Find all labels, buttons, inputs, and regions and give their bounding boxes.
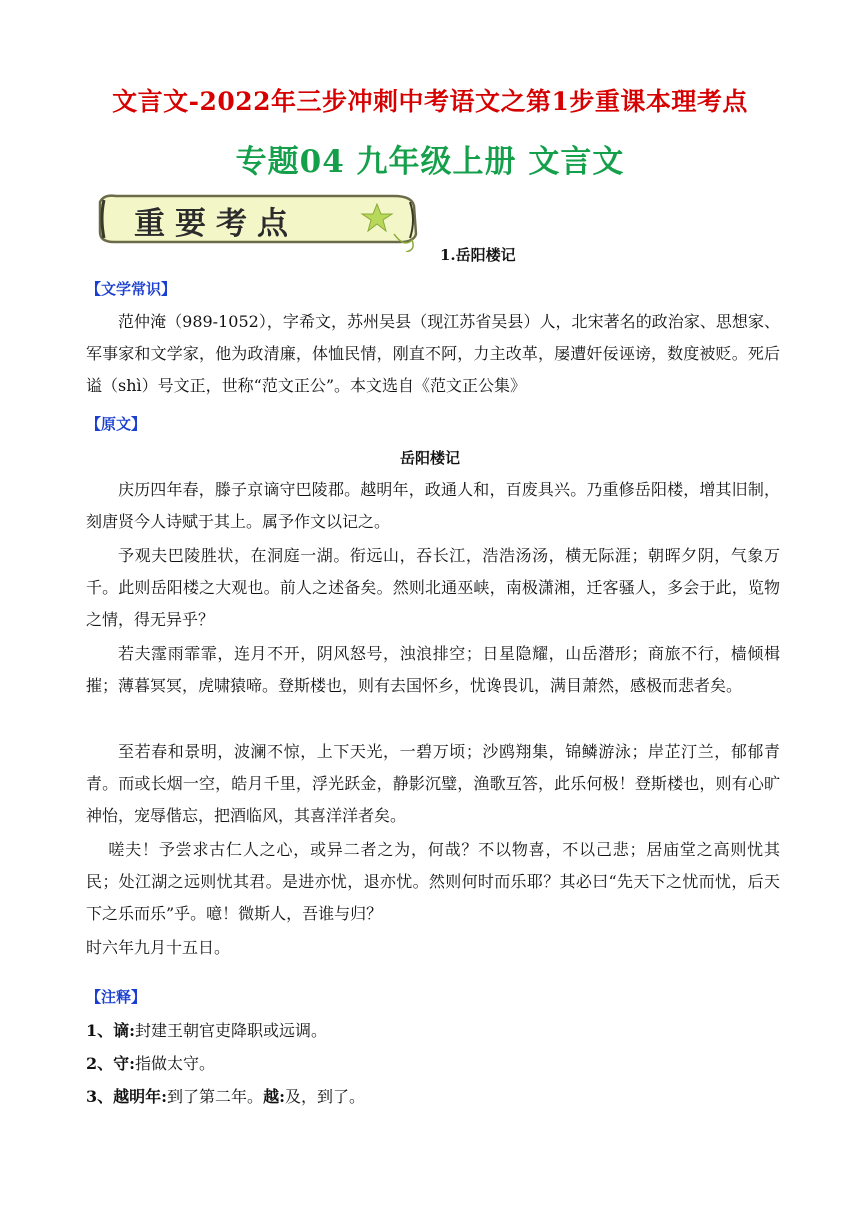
note-item [86,1051,215,1074]
key-points-banner [94,190,424,252]
topic-title: 专题04 九年级上册 文言文 [235,144,625,180]
paragraph-2: 予观夫巴陵胜状，在洞庭一湖。衔远山，吞长江，浩浩汤汤，横无际涯；朝晖夕阴，气象万千。此则岳阳楼之大观也。前人之述备矣。然则北通巫峡，南极潇湘，迁客骚人，多会于此，览物之情，得无异乎？ [86,546,780,629]
note-definition: 封建王朝官吏降职或远调。 [135,1021,328,1040]
note-term: 2、守: [86,1054,136,1073]
paragraph-5: 嗟夫！予尝求古仁人之心，或异二者之为，何哉？不以物喜，不以己悲；居庙堂之高则忧其民；处江湖之远则忧其君。是进亦忧，退亦忧。然则何时而乐耶？其必曰“先天下之忧而忧，后天下之乐而乐”乎。噫！微斯人，吾谁与归？ [86,840,780,923]
note-item [86,1018,327,1041]
note-term: 越: [263,1087,285,1106]
document-title: 文言文-2022年三步冲刺中考语文之第1步重课本理考点 [112,87,748,116]
note-term: 1、谪: [86,1021,136,1040]
note-definition: 指做太守。 [135,1054,216,1073]
lesson-heading: 1.岳阳楼记 [440,246,516,264]
note-term: 3、越明年: [86,1087,168,1106]
note-item [86,1084,365,1107]
literature-text: 范仲淹（989-1052），字希文，苏州吴县（现江苏省吴县）人，北宋著名的政治家、思想家、军事家和文学家，他为政清廉，体恤民情，刚直不阿，力主改革，屡遭奸佞诬谤，数度被贬。死后谥（shì）号文正，世称“范文正公”。本文选自《范文正公集》 [86,312,780,395]
note-definition: 到了第二年。 [167,1087,264,1106]
date-line: 时六年九月十五日。 [86,938,231,957]
original-title: 岳阳楼记 [399,449,460,467]
banner-label: 重要考点 [134,206,298,242]
original-tag: 【原文】 [86,415,147,433]
notes-tag: 【注释】 [86,988,147,1006]
literature-tag: 【文学常识】 [86,280,177,298]
note-definition: 及，到了。 [284,1087,365,1106]
paragraph-4: 至若春和景明，波澜不惊，上下天光，一碧万顷；沙鸥翔集，锦鳞游泳；岸芷汀兰，郁郁青青。而或长烟一空，皓月千里，浮光跃金，静影沉璧，渔歌互答，此乐何极！登斯楼也，则有心旷神怡，宠辱偕忘，把酒临风，其喜洋洋者矣。 [86,742,780,825]
paragraph-1: 庆历四年春，滕子京谪守巴陵郡。越明年，政通人和，百废具兴。乃重修岳阳楼，增其旧制，刻唐贤今人诗赋于其上。属予作文以记之。 [86,480,780,531]
paragraph-3: 若夫霪雨霏霏，连月不开，阴风怒号，浊浪排空；日星隐耀，山岳潜形；商旅不行，樯倾楫摧；薄暮冥冥，虎啸猿啼。登斯楼也，则有去国怀乡，忧谗畏讥，满目萧然，感极而悲者矣。 [86,644,780,695]
